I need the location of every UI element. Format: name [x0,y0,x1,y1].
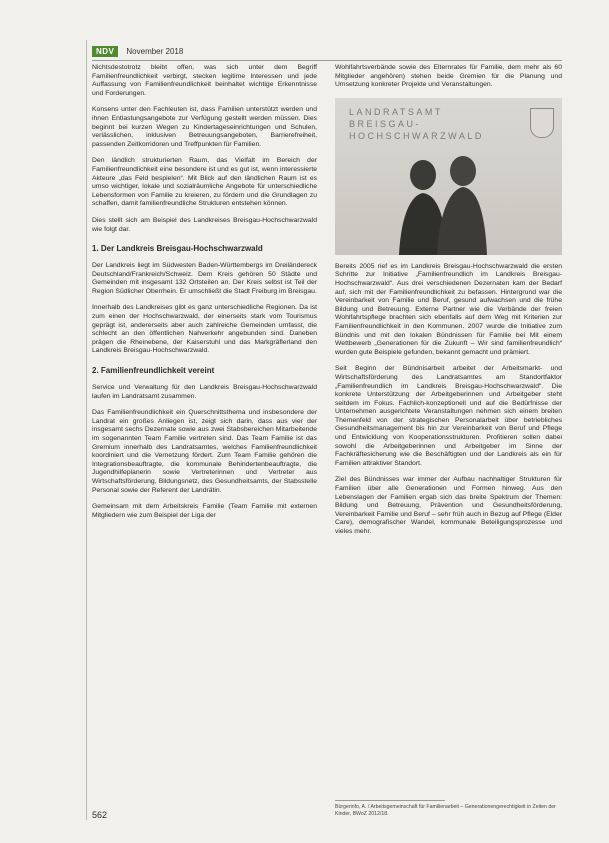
page-header [92,44,183,58]
paragraph: Das Familienfreundlichkeit ein Querschnittsthema und insbesondere der Landrat ein großes Anliegen ist, zeigt sich darin, dass aus vier der insgesamt sechs Dezernate sowie aus zwei Stabsbereichen Mitarbeitende im sogenannten Team Familie vertreten sind. Das Team Familie ist das Gremium innerhalb des Landratsamtes, welches Familienfreundlichkeit koordiniert und die Vernetzung fördert. Zum Team Familie gehören die Integrationsbeauftragte, die kommunale Behindertenbeauftragte, die Jugendhilfeplanerin sowie Vertreterinnen und Vertreter aus Wirtschaftsförderung, Bildungsnetz, des Gesundheitsamts, der Stabsstelle Personal sowie der Referent der Landrätin. [92,409,317,494]
paragraph: Konsens unter den Fachleuten ist, dass Familien unterstützt werden und ihnen Entlastungsangebote zur Verfügung gestellt werden müssen. Dies beginnt bei kurzen Wegen zu Kindertageseinrichtungen und Schulen, verlässlichen, inklusiven Betreuungsangeboten, Barrierefreiheit, passenden Zeitkorridoren und Treffpunkten für Familien. [92,106,317,148]
sign-line: LANDRATSAMT [349,106,443,117]
coat-of-arms-icon [530,108,554,138]
paragraph: Der Landkreis liegt im Südwesten Baden-Württembergs im Dreiländereck Deutschland/Frankreich/Schweiz. Dem Kreis gehören 50 Städte und Gemeinden mit insgesamt 132 Ortsteilen an. Der Kreis selbst ist Teil der Region Südlicher Oberrhein. Er umschließt die Stadt Freiburg im Breisgau. [92,262,317,295]
header-rule [92,60,562,61]
paragraph: Bereits 2005 rief es im Landkreis Breisgau-Hochschwarzwald die ersten Schritte zur Initiative „Familienfreundlich im Landkreis Breisgau-Hochschwarzwald“. Aus drei verschiedenen Dezernaten kam der Bedarf auf, sich mit der Familienfreundlichkeit zu befassen. Hintergrund war die Vereinbarkeit von Familie und Beruf, gesund aufwachsen und die frühe Bildung und Betreuung. Externe Partner wie die Verbände der freien Wohlfahrtspflege brachten sich ebenfalls auf dem Weg mit Kriterien zur Familienfreundlichkeit in den Kommunen. 2007 wurde die Initiative zum Bündnis und mit den lokalen Bündnissen für Familie bei Mit einem Wettbewerb „Generationen für die Zukunft – Wir sind familienfreundlich“ wurden gute Beispiele gefunden, bekannt gemacht und prämiert. [335,262,562,356]
paragraph: Nichtsdestotrotz bleibt offen, was sich unter dem Begriff Familienfreundlichkeit verbirgt, stecken legitime Interessen und jede Auffassung von Familienfreundlichkeit beinhaltet wichtige Erkenntnisse und Forderungen. [92,64,317,97]
paragraph: Dies stellt sich am Beispiel des Landkreises Breisgau-Hochschwarzwald wie folgt dar. [92,216,317,233]
section-heading: 1. Der Landkreis Breisgau-Hochschwarzwald [92,244,263,254]
paragraph: Innerhalb des Landkreises gibt es ganz unterschiedliche Regionen. Da ist zum einen der Hochschwarzwald, der einerseits stark vom Tourismus geprägt ist, andererseits aber auch zahlreiche Gemeinden umfasst, die schlecht an den öffentlichen Nahverkehr angebunden sind. Daneben prägen die Rheinebene, der Kaiserstuhl und das Markgräflerland den Landkreis Breisgau-Hochschwarzwald. [92,304,317,355]
paragraph: Ziel des Bündnisses war immer der Aufbau nachhaltiger Strukturen für Familien über alle Generationen und Formen hinweg. Aus den Lebenslagen der Familien ergab sich das breite Spektrum der Themen: Bildung und Betreuung, Prävention und Gesundheitsförderung, Vereinbarkeit Familie und Beruf – sehr früh auch in Bezug auf Pflege (Elder Care), demografischer Wandel, kommunale Beteiligungsprozesse und vieles mehr. [335,476,562,535]
paragraph: Den ländlich strukturierten Raum, das Vielfalt im Bereich der Familienfreundlichkeit eine besondere ist und es gut ist, wenn interessierte Akteure „das Feld bespielen“. Mit Blick auf den ländlichen Raum ist es umso wichtiger, lokale und sozialräumliche Angebote für unterschiedliche Lebensformen von Familie zu kreieren, zu fördern und die Grundlagen zu schaffen, damit familienfreundliche Strukturen entstehen können. [92,157,317,208]
bronze-statue-icon [381,145,501,255]
page-gutter-line [86,40,87,820]
statue-photo [335,98,562,255]
paragraph: Wohlfahrtsverbände sowie des Elternrates für Familie, dem mehr als 60 Mitglieder angehören) stehen beide Gremien für die Planung und Umsetzung konkreter Projekte und Veranstaltungen. [335,64,562,89]
paragraph: Gemeinsam mit dem Arbeitskreis Familie (Team Familie mit externen Mitgliedern wie zum Beispiel der Liga der [92,503,317,519]
page-number: 562 [92,810,108,820]
section-heading: 2. Familienfreundlichkeit vereint [92,366,215,376]
journal-badge: NDV [92,46,118,57]
issue-date: November 2018 [126,46,184,56]
footnote-rule [335,800,445,801]
building-sign [349,106,484,142]
left-column [92,64,317,528]
paragraph: Service und Verwaltung für den Landkreis Breisgau-Hochschwarzwald laufen im Landratsamt zusammen. [92,384,317,400]
paragraph: Seit Beginn der Bündnisarbeit arbeitet der Arbeitsmarkt- und Wirtschaftsförderung des Landratsamtes am Standortfaktor „Familienfreundlich im Landkreis Breisgau-Hochschwarzwald“. Die konkrete Unterstützung der Arbeitgeberinnen und Arbeitgeber steht seitdem im Fokus. Fachlich-konzeptionell und auf die Bedürfnisse der Unternehmen ausgerichtete Veranstaltungen nehmen sich einem breiten Themenfeld von der strategischen Personalarbeit über betriebliches Gesundheitsmanagement bis hin zur Vereinbarkeit von Beruf und Pflege und Entwicklung von Kooperationsstrukturen. Profitieren sollen dabei sowohl die Arbeitgeberinnen und Arbeitgeber im Sinne der Fachkräftesicherung wie die Beschäftigten und der Landkreis als ein für Familien attraktiver Standort. [335,365,562,467]
footnote: Bürgerinfo, A. / Arbeitsgemeinschaft für Familienarbeit – Generationengerechtigkeit in Zeiten der Kinder, BWoZ 2012/18. [335,804,556,817]
sign-line: BREISGAU- [349,118,422,129]
right-column [335,64,562,545]
sign-line: HOCHSCHWARZWALD [349,130,484,141]
